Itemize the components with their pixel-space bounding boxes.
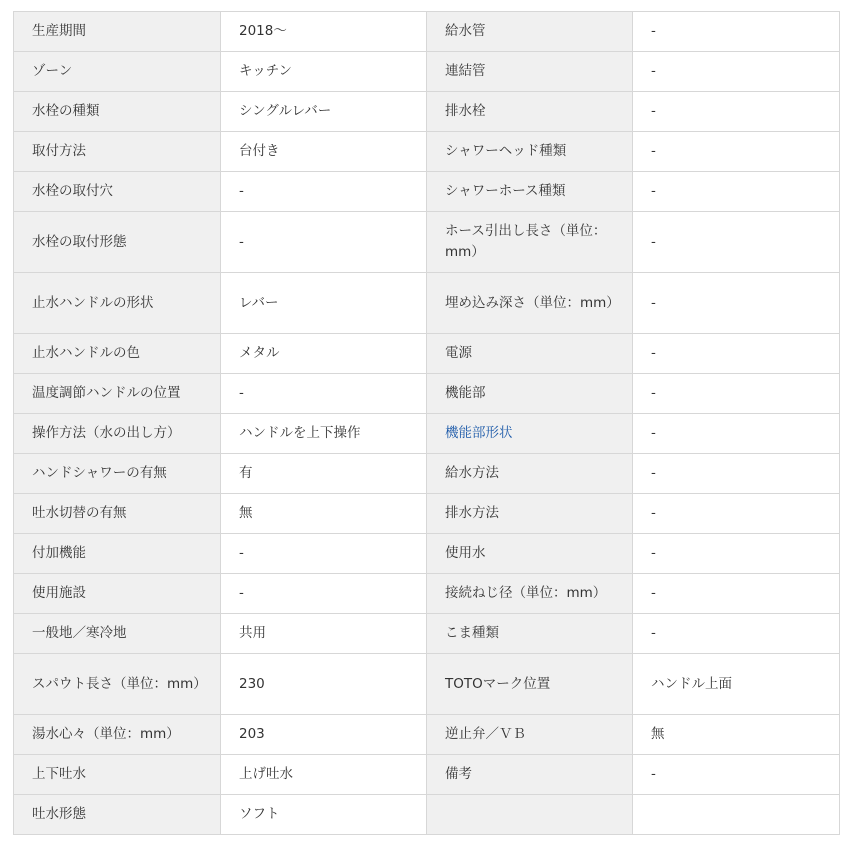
spec-label: 機能部 [427,374,633,414]
spec-value: 無 [221,494,427,534]
spec-value: - [633,494,840,534]
spec-label: 連結管 [427,52,633,92]
table-row [14,172,840,212]
spec-label: 電源 [427,334,633,374]
spec-value: - [633,12,840,52]
table-row [14,132,840,172]
spec-value: シングルレバー [221,92,427,132]
spec-label: 備考 [427,755,633,795]
spec-value: - [633,273,840,334]
spec-label: 給水管 [427,12,633,52]
spec-label: 給水方法 [427,454,633,494]
spec-label: 付加機能 [14,534,221,574]
spec-value: - [633,172,840,212]
spec-label: 水栓の取付穴 [14,172,221,212]
spec-value: - [221,212,427,273]
spec-value: - [633,614,840,654]
spec-value-empty [633,795,840,835]
spec-label: ホース引出し長さ（単位：mm） [427,212,633,273]
spec-label: 水栓の取付形態 [14,212,221,273]
table-row [14,414,840,454]
spec-value: - [221,172,427,212]
spec-label: 埋め込み深さ（単位：mm） [427,273,633,334]
spec-label: 止水ハンドルの形状 [14,273,221,334]
table-row [14,273,840,334]
spec-label: 排水栓 [427,92,633,132]
spec-value: 台付き [221,132,427,172]
spec-value: ソフト [221,795,427,835]
spec-value: 上げ吐水 [221,755,427,795]
spec-value: - [221,574,427,614]
spec-value: - [633,755,840,795]
table-row [14,795,840,835]
spec-value: - [633,212,840,273]
table-row [14,494,840,534]
spec-value: - [633,374,840,414]
table-row [14,534,840,574]
spec-value: メタル [221,334,427,374]
spec-value: キッチン [221,52,427,92]
table-row [14,374,840,414]
spec-value: 共用 [221,614,427,654]
spec-label: 使用水 [427,534,633,574]
spec-label: 使用施設 [14,574,221,614]
table-row [14,654,840,715]
table-row [14,614,840,654]
spec-label: 生産期間 [14,12,221,52]
spec-value: - [633,52,840,92]
table-row [14,755,840,795]
spec-value: 2018～ [221,12,427,52]
spec-value: - [633,334,840,374]
table-row [14,454,840,494]
spec-label: こま種類 [427,614,633,654]
spec-label: 水栓の種類 [14,92,221,132]
spec-value: ハンドル上面 [633,654,840,715]
spec-label-link-cell [427,414,633,454]
table-row [14,92,840,132]
spec-label: 一般地／寒冷地 [14,614,221,654]
table-row [14,52,840,92]
spec-label: 温度調節ハンドルの位置 [14,374,221,414]
spec-label: 吐水形態 [14,795,221,835]
table-row [14,12,840,52]
spec-label: シャワーホース種類 [427,172,633,212]
spec-label: 取付方法 [14,132,221,172]
spec-value: - [221,374,427,414]
spec-label: ハンドシャワーの有無 [14,454,221,494]
table-row [14,715,840,755]
spec-label: 操作方法（水の出し方） [14,414,221,454]
table-row [14,574,840,614]
spec-label: 排水方法 [427,494,633,534]
spec-value: - [633,414,840,454]
spec-label: スパウト長さ（単位：mm） [14,654,221,715]
spec-value: 203 [221,715,427,755]
spec-label: 吐水切替の有無 [14,494,221,534]
table-row [14,212,840,273]
spec-label: 接続ねじ径（単位：mm） [427,574,633,614]
function-shape-link[interactable]: 機能部形状 [445,425,513,441]
spec-value: - [633,454,840,494]
spec-label: TOTOマーク位置 [427,654,633,715]
spec-table [13,11,840,835]
spec-label: 止水ハンドルの色 [14,334,221,374]
spec-value: レバー [221,273,427,334]
spec-value: 無 [633,715,840,755]
spec-value: - [633,132,840,172]
spec-label: ゾーン [14,52,221,92]
spec-value: ハンドルを上下操作 [221,414,427,454]
spec-value: - [633,92,840,132]
spec-label: 逆止弁／ＶＢ [427,715,633,755]
table-row [14,334,840,374]
spec-label: 上下吐水 [14,755,221,795]
spec-label-empty [427,795,633,835]
spec-label: シャワーヘッド種類 [427,132,633,172]
spec-value: - [633,534,840,574]
spec-value: - [633,574,840,614]
spec-value: 230 [221,654,427,715]
spec-value: 有 [221,454,427,494]
spec-value: - [221,534,427,574]
spec-label: 湯水心々（単位：mm） [14,715,221,755]
